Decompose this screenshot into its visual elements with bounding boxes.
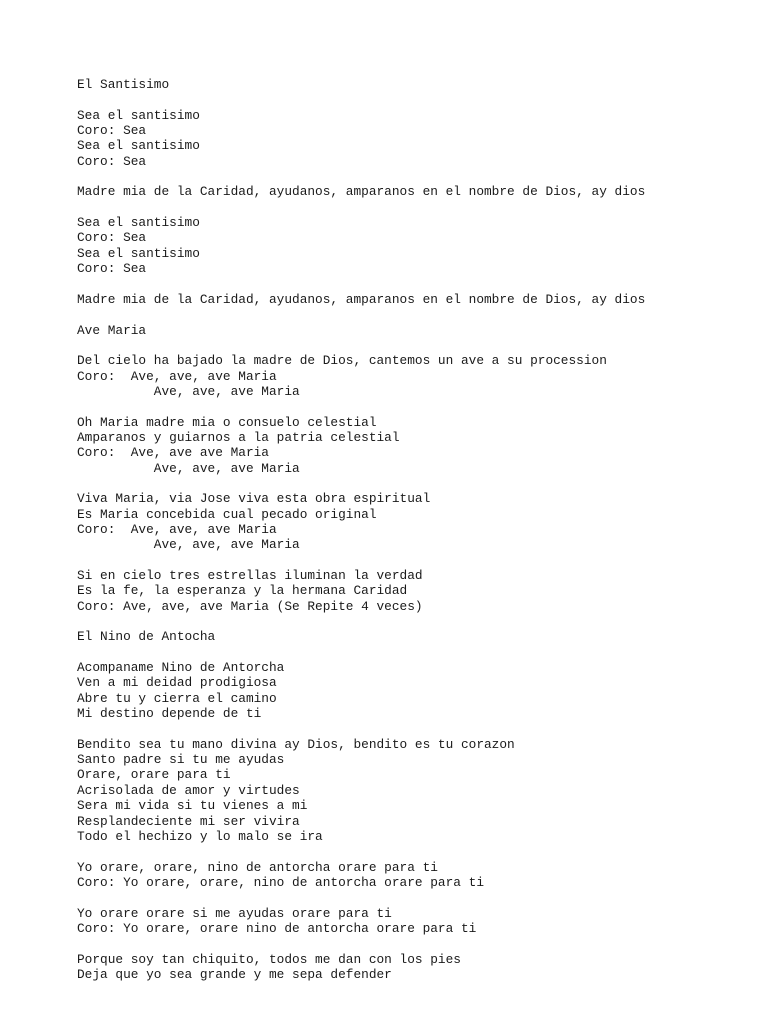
text-line: Coro: Sea [77,123,147,139]
text-line: Resplandeciente mi ser vivira [77,813,300,829]
text-line: Coro: Ave, ave, ave Maria (Se Repite 4 veces) [77,598,423,614]
text-line: Bendito sea tu mano divina ay Dios, bendito es tu corazon [77,736,515,752]
text-line [77,276,757,291]
text-line: Deja que yo sea grande y me sepa defender [77,966,392,982]
text-line: Ave, ave, ave Maria [77,537,300,553]
text-line: Oh Maria madre mia o consuelo celestial [77,414,377,430]
text-line [77,844,757,859]
text-line: Coro: Ave, ave, ave Maria [77,368,277,384]
text-line: Orare, orare para ti [77,767,231,783]
text-line: Coro: Yo orare, orare, nino de antorcha orare para ti [77,874,485,890]
text-line: Porque soy tan chiquito, todos me dan con los pies [77,951,461,967]
text-line: Ven a mi deidad prodigiosa [77,675,277,691]
text-line: Si en cielo tres estrellas iluminan la verdad [77,568,423,583]
text-line: Coro: Sea [77,261,147,277]
text-line: Ave, ave, ave Maria [77,460,300,476]
text-line: Coro: Ave, ave ave Maria [77,445,269,461]
text-line: Es la fe, la esperanza y la hermana Caridad [77,583,408,599]
text-line [77,307,757,322]
text-line: Mi destino depende de ti [77,706,262,722]
text-line [77,476,757,491]
text-line: Sea el santisimo [77,245,200,261]
text-line: Del cielo ha bajado la madre de Dios, cantemos un ave a su procession [77,353,607,369]
text-line: Todo el hechizo y lo malo se ira [77,828,323,844]
text-line: Acrisolada de amor y virtudes [77,782,300,798]
text-line [77,553,757,568]
text-line: Ave, ave, ave Maria [77,383,300,399]
text-line [77,645,757,660]
text-line [77,614,757,629]
text-line [77,338,757,353]
text-line: Sea el santisimo [77,215,200,231]
text-line [77,936,757,951]
text-line: Amparanos y guiarnos a la patria celestial [77,429,400,445]
text-line: Madre mia de la Caridad, ayudanos, amparanos en el nombre de Dios, ay dios [77,291,646,307]
text-line: Abre tu y cierra el camino [77,690,277,706]
text-line: El Santisimo [77,77,170,92]
text-line: Sera mi vida si tu vienes a mi [77,798,308,814]
text-line: Madre mia de la Caridad, ayudanos, amparanos en el nombre de Dios, ay dios [77,184,646,200]
text-line: Coro: Sea [77,153,147,169]
text-line: Yo orare orare si me ayudas orare para ti [77,905,392,921]
text-line: Coro: Sea [77,230,147,246]
text-line [77,169,757,184]
text-line [77,200,757,215]
text-line [77,721,757,736]
text-line: Viva Maria, via Jose viva esta obra espiritual [77,491,431,507]
text-line: Sea el santisimo [77,107,200,123]
text-line: Sea el santisimo [77,138,200,154]
text-line: Acompaname Nino de Antorcha [77,660,285,676]
text-line [77,399,757,414]
text-line: Coro: Yo orare, orare nino de antorcha orare para ti [77,920,477,936]
text-line: Ave Maria [77,322,147,338]
text-line: El Nino de Antocha [77,629,216,645]
text-line [77,92,757,107]
text-line: Yo orare, orare, nino de antorcha orare para ti [77,859,438,875]
lyrics-text-block [77,77,757,982]
text-line [77,890,757,905]
text-line: Es Maria concebida cual pecado original [77,506,377,522]
text-line: Coro: Ave, ave, ave Maria [77,521,277,537]
text-line: Santo padre si tu me ayudas [77,752,285,768]
